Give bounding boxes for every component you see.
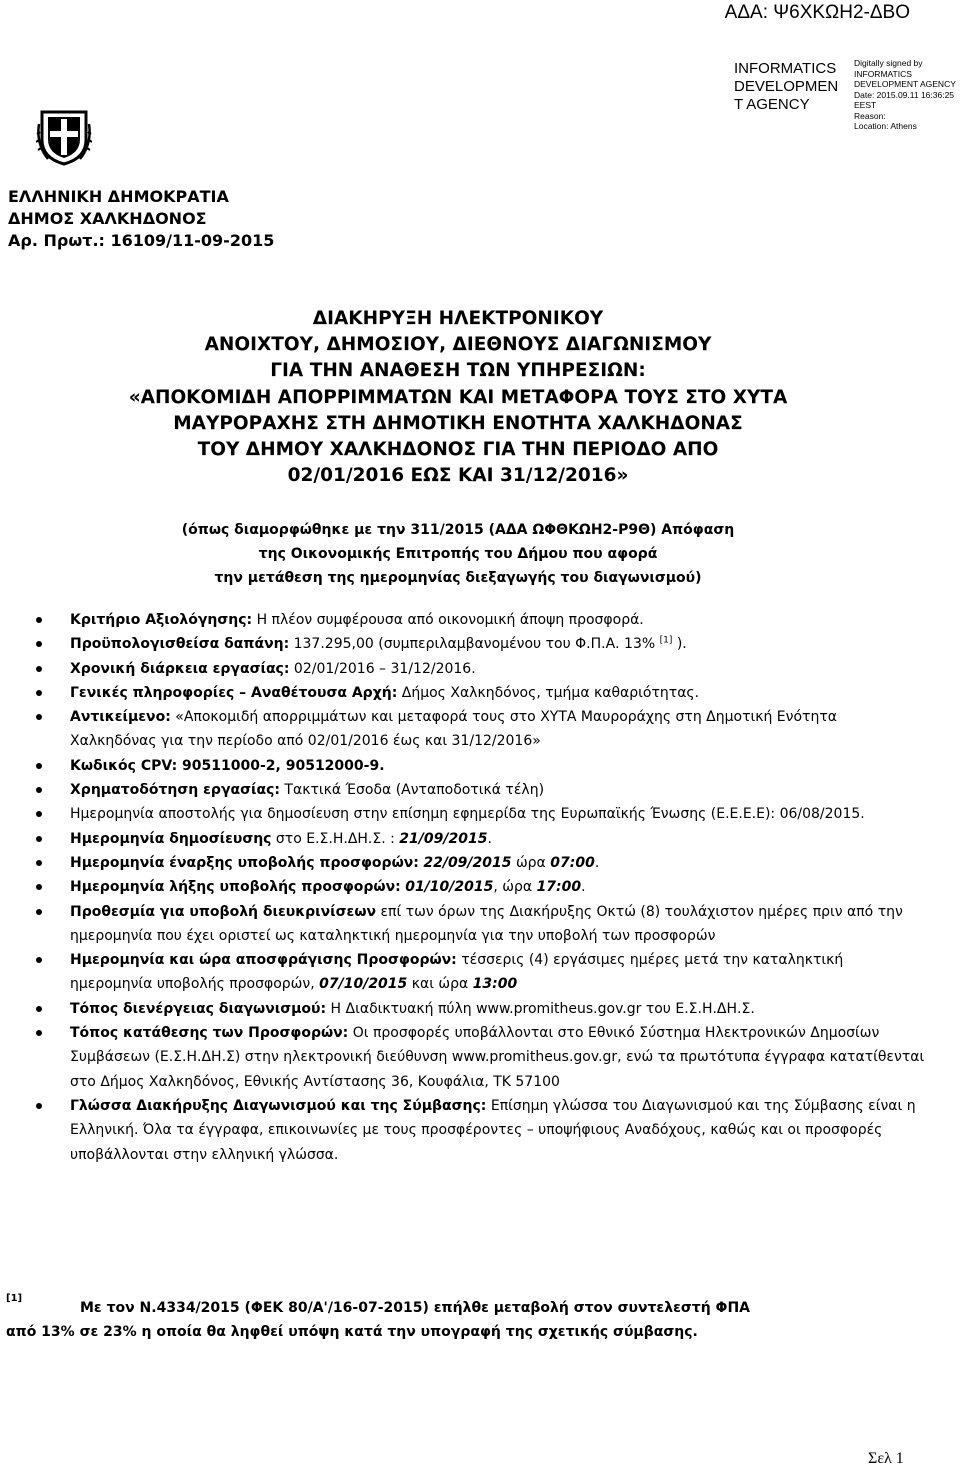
title-line: «ΑΠΟΚΟΜΙΔΗ ΑΠΟΡΡΙΜΜΑΤΩΝ ΚΑΙ ΜΕΤΑΦΟΡΑ ΤΟΥΣ ΣΤΟ ΧΥΤΑ xyxy=(128,386,788,408)
signature-org-line: DEVELOPMEN xyxy=(734,78,839,95)
list-item xyxy=(70,778,928,802)
item-label: Κριτήριο Αξιολόγησης: xyxy=(70,612,253,628)
protocol-line: Αρ. Πρωτ.: 16109/11-09-2015 xyxy=(8,231,275,250)
footnote-marker: [1] xyxy=(6,1293,23,1304)
item-date: 01/10/2015 xyxy=(405,879,494,896)
document-title xyxy=(0,306,916,489)
page-number: Σελ 1 xyxy=(868,1450,904,1467)
list-item xyxy=(70,608,928,632)
tender-details-list xyxy=(70,608,928,1167)
list-item xyxy=(70,681,928,705)
item-text: επί των όρων της Διακήρυξης Οκτώ (8) τουλάχιστον ημέρες πριν από την ημερομηνία που έχει οριστεί ως καταληκτική ημερομηνία για την υποβολή των προσφορών xyxy=(70,903,903,944)
item-label: Αντικείμενο: xyxy=(70,709,171,726)
list-item xyxy=(70,900,928,949)
item-text: . xyxy=(594,854,600,871)
item-text: και ώρα xyxy=(407,976,473,993)
item-text: τέσσερις (4) εργάσιμες ημέρες μετά την καταληκτική ημερομηνία υποβολής προσφορών, xyxy=(70,952,844,993)
item-text: , ώρα xyxy=(493,879,537,896)
list-item xyxy=(70,657,928,681)
item-text: . xyxy=(581,879,586,896)
item-text: Η πλέον συμφέρουσα από οικονομική άποψη προσφορά. xyxy=(252,612,644,628)
item-label: Κωδικός CPV: xyxy=(70,757,178,774)
item-time: 07:00 xyxy=(550,854,595,871)
title-line: ΜΑΥΡΟΡΑΧΗΣ ΣΤΗ ΔΗΜΟΤΙΚΗ ΕΝΟΤΗΤΑ ΧΑΛΚΗΔΟΝΑΣ xyxy=(173,412,743,434)
title-line: ΔΙΑΚΗΡΥΞΗ ΗΛΕΚΤΡΟΝΙΚΟΥ xyxy=(312,308,604,329)
document-subtitle xyxy=(0,518,916,590)
item-text: Ημερομηνία αποστολής για δημοσίευση στην επίσημη εφημερίδα της Ευρωπαϊκής Ένωσης (Ε.Ε.Ε.Ε): 06/08/2015. xyxy=(70,806,865,823)
item-text: ). xyxy=(672,636,687,653)
greek-coat-of-arms-icon xyxy=(36,104,92,166)
signature-detail-line: INFORMATICS xyxy=(854,68,912,79)
footnote-line: από 13% σε 23% η οποία θα ληφθεί υπόψη κατά την υπογραφή της σχετικής σύμβασης. xyxy=(6,1324,698,1340)
title-line: ΤΟΥ ΔΗΜΟΥ ΧΑΛΚΗΔΟΝΟΣ ΓΙΑ ΤΗΝ ΠΕΡΙΟΔΟ ΑΠΟ xyxy=(197,439,719,461)
list-item xyxy=(70,705,928,754)
title-line: 02/01/2016 ΕΩΣ ΚΑΙ 31/12/2016» xyxy=(287,465,629,487)
ada-code: ΑΔΑ: Ψ6ΧΚΩΗ2-ΔΒΟ xyxy=(724,2,910,23)
item-text: «Αποκομιδή απορριμμάτων και μεταφορά τους στο ΧΥΤΑ Μαυροράχης στη Δημοτική Ενότητα Χαλκηδόνας για την περίοδο από 02/01/2016 έως και 31/12/2016» xyxy=(70,709,837,750)
item-text: . xyxy=(487,830,492,847)
title-line: ΑΝΟΙΧΤΟΥ, ΔΗΜΟΣΙΟΥ, ΔΙΕΘΝΟΥΣ ΔΙΑΓΩΝΙΣΜΟΥ xyxy=(204,334,712,356)
item-label: Ημερομηνία δημοσίευσης xyxy=(70,830,272,847)
item-date: 22/09/2015 xyxy=(423,854,512,871)
item-label: Τόπος διενέργειας διαγωνισμού: xyxy=(70,1000,327,1017)
item-text: Δήμος Χαλκηδόνος, τμήμα καθαριότητας. xyxy=(397,684,700,701)
item-label: Ημερομηνία έναρξης υποβολής προσφορών: xyxy=(70,854,419,871)
subtitle-line: (όπως διαμορφώθηκε με την 311/2015 (ΑΔΑ ΩΦΘΚΩΗ2-Ρ9Θ) Απόφαση xyxy=(181,522,735,538)
issuer-header xyxy=(8,186,274,252)
list-item xyxy=(70,802,928,826)
item-text: στο Ε.Σ.Η.ΔΗ.Σ. : xyxy=(271,830,400,847)
item-text: 90511000-2, 90512000-9. xyxy=(177,757,385,774)
signature-organization xyxy=(734,60,852,114)
footnote-reference: [1] xyxy=(659,635,673,646)
signature-detail-line: Date: 2015.09.11 16:36:25 xyxy=(854,89,955,100)
list-item xyxy=(70,851,928,875)
item-date: 21/09/2015 xyxy=(399,830,488,847)
title-line: ΓΙΑ ΤΗΝ ΑΝΑΘΕΣΗ ΤΩΝ ΥΠΗΡΕΣΙΩΝ: xyxy=(270,360,646,382)
footnote-line: Με τον Ν.4334/2015 (ΦΕΚ 80/Α'/16-07-2015) επήλθε μεταβολή στον συντελεστή ΦΠΑ xyxy=(80,1300,750,1316)
item-time: 13:00 xyxy=(472,976,518,993)
item-label: Ημερομηνία και ώρα αποσφράγισης Προσφορών: xyxy=(70,952,457,969)
list-item xyxy=(70,632,928,656)
list-item xyxy=(70,1094,928,1167)
item-text: Η Διαδικτυακή πύλη www.promitheus.gov.gr του Ε.Σ.Η.ΔΗ.Σ. xyxy=(326,1000,755,1017)
item-time: 17:00 xyxy=(536,879,582,896)
municipality-line: ΔΗΜΟΣ ΧΑΛΚΗΔΟΝΟΣ xyxy=(8,209,207,228)
list-item xyxy=(70,754,928,778)
signature-detail-line: EEST xyxy=(854,100,877,110)
list-item xyxy=(70,1021,928,1094)
item-label: Προϋπολογισθείσα δαπάνη: xyxy=(70,636,290,653)
signature-org-line: T AGENCY xyxy=(734,96,810,113)
country-line: ΕΛΛΗΝΙΚΗ ΔΗΜΟΚΡΑΤΙΑ xyxy=(8,187,229,206)
item-text: Οι προσφορές υποβάλλονται στο Εθνικό Σύστημα Ηλεκτρονικών Δημοσίων Συμβάσεων (Ε.Σ.Η.ΔΗ.Σ) στην ηλεκτρονική διεύθυνση www.promitheus.gov.gr, ενώ τα πρωτότυπα έγγραφα κατατίθενται στο Δήμος Χαλκηδόνος, Εθνικής Αντίστασης 36, Κουφάλια, ΤΚ 57100 xyxy=(70,1025,925,1090)
item-label: Γενικές πληροφορίες – Αναθέτουσα Αρχή: xyxy=(70,684,398,701)
item-label: Ημερομηνία λήξης υποβολής προσφορών: xyxy=(70,879,401,896)
item-text: Τακτικά Έσοδα (Ανταποδοτικά τέλη) xyxy=(279,782,545,799)
signature-details xyxy=(854,58,958,132)
item-label: Χρηματοδότηση εργασίας: xyxy=(70,782,280,799)
signature-detail-line: Location: Athens xyxy=(854,121,917,131)
item-label: Τόπος κατάθεσης των Προσφορών: xyxy=(70,1025,349,1042)
signature-detail-line: Reason: xyxy=(854,110,886,121)
list-item xyxy=(70,948,928,997)
item-label: Προθεσμία για υποβολή διευκρινίσεων xyxy=(70,903,377,920)
item-date: 07/10/2015 xyxy=(319,976,408,993)
item-label: Γλώσσα Διακήρυξης Διαγωνισμού και της Σύμβασης: xyxy=(70,1097,487,1114)
footnote xyxy=(6,1296,916,1344)
item-text: Επίσημη γλώσσα του Διαγωνισμού και της Σύμβασης είναι η Ελληνική. Όλα τα έγγραφα, επικοινωνίες με τους προσφέροντες – υποψήφιους Αναδόχους, καθώς και οι προσφορές υποβάλλονται στην ελληνική γλώσσα. xyxy=(70,1097,916,1163)
item-text: ώρα xyxy=(511,854,551,871)
list-item xyxy=(70,827,928,851)
signature-org-line: INFORMATICS xyxy=(734,60,837,77)
item-label: Χρονική διάρκεια εργασίας: xyxy=(70,660,290,677)
signature-detail-line: DEVELOPMENT AGENCY xyxy=(854,79,956,89)
list-item xyxy=(70,997,928,1021)
list-item xyxy=(70,875,928,899)
subtitle-line: την μετάθεση της ημερομηνίας διεξαγωγής του διαγωνισμού) xyxy=(214,570,702,586)
item-text: 02/01/2016 – 31/12/2016. xyxy=(289,660,476,677)
item-text: 137.295,00 (συμπεριλαμβανομένου του Φ.Π.Α. 13% xyxy=(289,636,656,653)
subtitle-line: της Οικονομικής Επιτροπής του Δήμου που αφορά xyxy=(258,546,658,562)
signature-detail-line: Digitally signed by xyxy=(854,58,923,68)
